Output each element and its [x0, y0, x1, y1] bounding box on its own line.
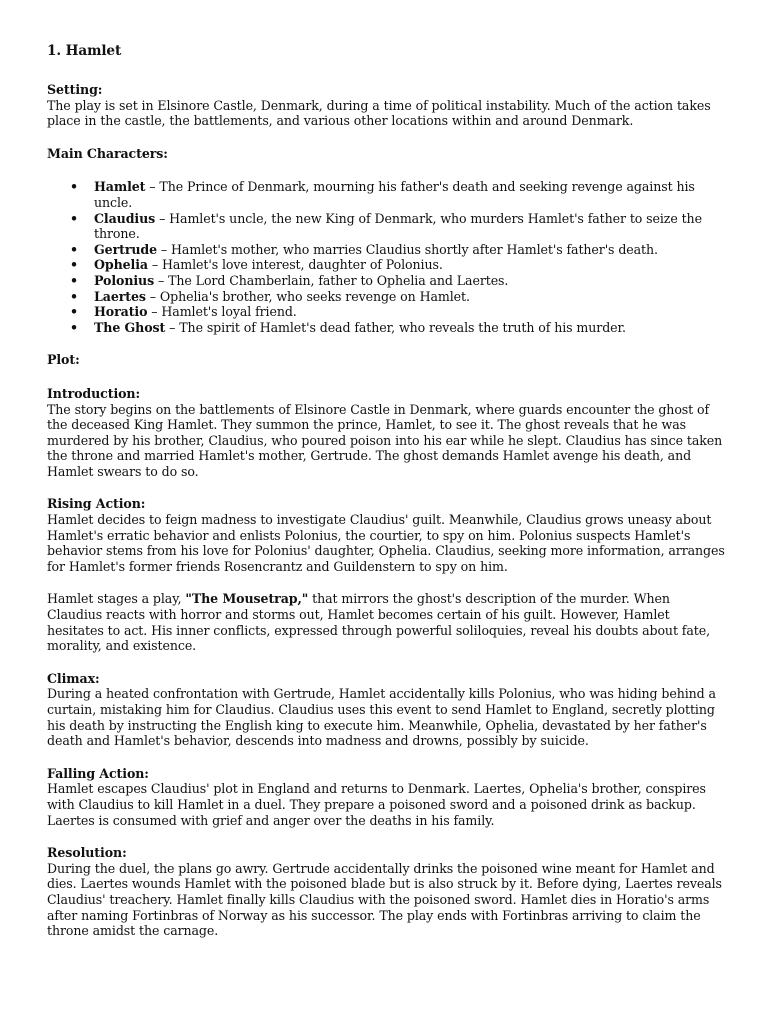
bullet-icon: • — [70, 319, 78, 335]
list-item — [70, 289, 727, 305]
mousetrap-paragraph — [47, 591, 727, 653]
character-description: – Hamlet's uncle, the new King of Denmark, who murders Hamlet's father to seize the throne. — [94, 210, 702, 242]
setting-text: The play is set in Elsinore Castle, Denmark, during a time of political instability. Much of the action takes place in the castle, the battlements, and various other locations within and around Denmark. — [47, 97, 711, 129]
bullet-icon: • — [70, 288, 78, 304]
resolution-heading: Resolution: — [47, 845, 127, 861]
introduction-section — [47, 386, 727, 480]
resolution-text: During the duel, the plans go awry. Gertrude accidentally drinks the poisoned wine meant for Hamlet and dies. Laertes wounds Hamlet with the poisoned blade but is also struck by it. Before dying, Laertes reveals Claudius' treachery. Hamlet finally kills Claudius with the poisoned sword. Hamlet dies in Horatio's arms after naming Fortinbras of Norway as his successor. The play ends with Fortinbras arriving to claim the throne amidst the carnage. — [47, 860, 722, 939]
characters-heading: Main Characters: — [47, 145, 168, 161]
character-description: – Ophelia's brother, who seeks revenge on Hamlet. — [145, 288, 470, 304]
bullet-icon: • — [70, 272, 78, 288]
resolution-section — [47, 845, 727, 939]
character-name: Horatio — [94, 304, 148, 320]
mousetrap-title: "The Mousetrap," — [185, 591, 309, 607]
list-item — [70, 304, 727, 320]
characters-section — [47, 146, 727, 336]
list-item — [70, 257, 727, 273]
mousetrap-text-before: Hamlet stages a play, — [47, 591, 186, 607]
document-title: 1. Hamlet — [47, 43, 122, 59]
introduction-text: The story begins on the battlements of Elsinore Castle in Denmark, where guards encounter the ghost of the deceased King Hamlet. They summon the prince, Hamlet, to see it. The ghost reveals that he was murdered by his brother, Claudius, who poured poison into his ear while he slept. Claudius has since taken the throne and married Hamlet's mother, Gertrude. The ghost demands Hamlet avenge his death, and Hamlet swears to do so. — [47, 401, 723, 479]
climax-text: During a heated confrontation with Gertrude, Hamlet accidentally kills Polonius, who was hiding behind a curtain, mistaking him for Claudius. Claudius uses this event to send Hamlet to England, secretly plotting his death by instructing the English king to execute him. Meanwhile, Ophelia, devastated by her father's death and Hamlet's behavior, descends into madness and drowns, possibly by suicide. — [47, 686, 716, 749]
character-description: – Hamlet's love interest, daughter of Polonius. — [147, 257, 443, 273]
mousetrap-text-after: that mirrors the ghost's description of the murder. When Claudius reacts with horror and storms out, Hamlet becomes certain of his guilt. However, Hamlet hesitates to act. His inner conflicts, expressed through powerful soliloquies, reveal his doubts about fate, morality, and existence. — [47, 591, 710, 654]
list-item — [70, 242, 727, 258]
climax-section — [47, 671, 727, 749]
character-description: – The Prince of Denmark, mourning his father's death and seeking revenge against his uncle. — [94, 179, 695, 210]
plot-heading: Plot: — [47, 352, 80, 368]
character-name: Gertrude — [94, 241, 158, 257]
list-item — [70, 179, 727, 210]
character-name: The Ghost — [94, 319, 166, 335]
list-item — [70, 211, 727, 242]
falling-action-heading: Falling Action: — [47, 765, 149, 781]
rising-action-continued — [47, 591, 727, 653]
character-name: Hamlet — [94, 179, 146, 195]
character-description: – The spirit of Hamlet's dead father, who reveals the truth of his murder. — [165, 319, 626, 335]
bullet-icon: • — [70, 210, 78, 226]
character-description: – Hamlet's mother, who marries Claudius shortly after Hamlet's father's death. — [157, 241, 658, 257]
falling-action-section — [47, 766, 727, 828]
rising-action-text: Hamlet decides to feign madness to investigate Claudius' guilt. Meanwhile, Claudius grows uneasy about Hamlet's erratic behavior and enlists Polonius, the courtier, to spy on him. Polonius suspects Hamlet's behavior stems from his love for Polonius' daughter, Ophelia. Claudius, seeking more information, arranges for Hamlet's former friends Rosencrantz and Guildenstern to spy on him. — [47, 512, 725, 574]
introduction-heading: Introduction: — [47, 385, 141, 401]
character-description: – Hamlet's loyal friend. — [147, 304, 297, 320]
list-item — [70, 273, 727, 289]
character-name: Ophelia — [94, 257, 148, 273]
character-name: Laertes — [94, 288, 146, 304]
bullet-icon: • — [70, 179, 78, 195]
bullet-icon: • — [70, 257, 78, 273]
document-page — [47, 42, 727, 956]
climax-heading: Climax: — [47, 670, 100, 686]
setting-section — [47, 82, 727, 129]
falling-action-text: Hamlet escapes Claudius' plot in England and returns to Denmark. Laertes, Ophelia's brother, conspires with Claudius to kill Hamlet in a duel. They prepare a poisoned sword and a poisoned drink as backup. Laertes is consumed with grief and anger over the deaths in his family. — [47, 781, 706, 828]
characters-list — [47, 179, 727, 335]
list-item — [70, 320, 727, 336]
bullet-icon: • — [70, 241, 78, 257]
character-description: – The Lord Chamberlain, father to Ophelia and Laertes. — [154, 272, 509, 288]
setting-heading: Setting: — [47, 82, 103, 97]
character-name: Polonius — [94, 272, 155, 288]
rising-action-section — [47, 496, 727, 574]
rising-action-heading: Rising Action: — [47, 496, 146, 512]
bullet-icon: • — [70, 304, 78, 320]
character-name: Claudius — [94, 210, 156, 226]
